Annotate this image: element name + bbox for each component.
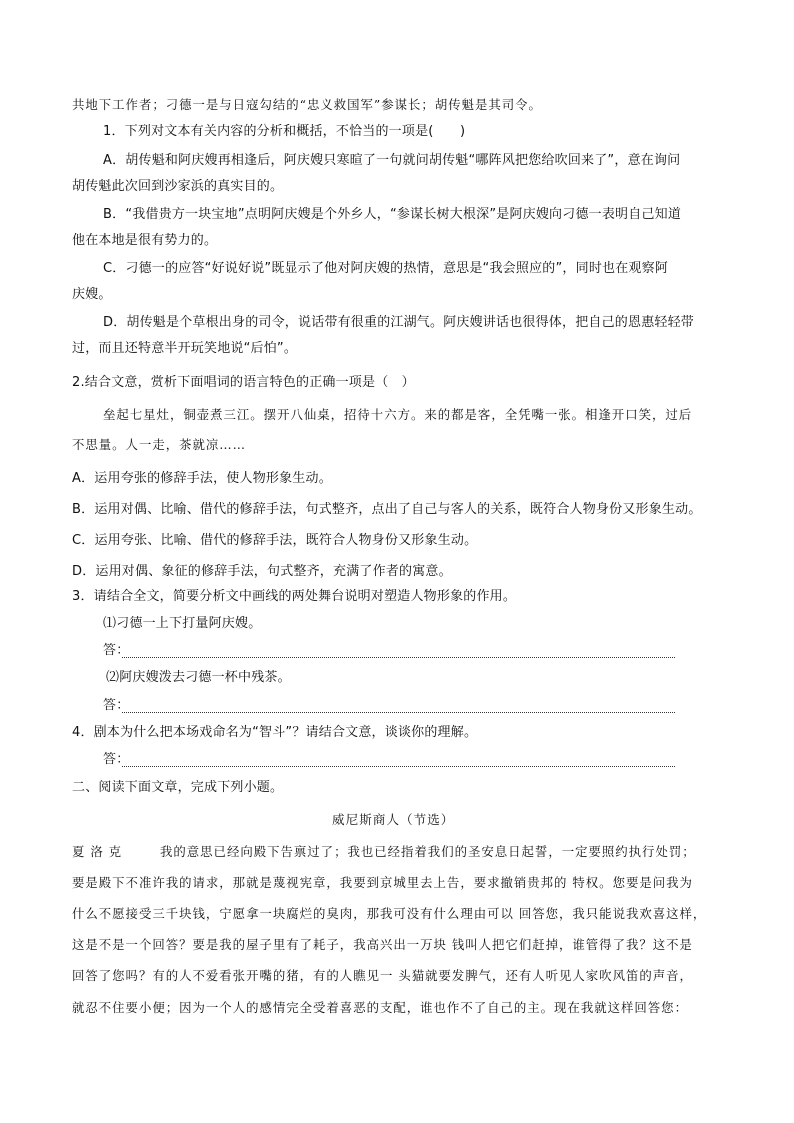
section2-heading: 二、阅读下面文章，完成下列小题。	[72, 780, 284, 795]
q3-stem: 3．请结合全文，简要分析文中画线的两处舞台说明对塑造人物形象的作用。	[72, 589, 517, 604]
q3-sub1: ⑴刁德一上下打量阿庆嫂。	[103, 616, 262, 631]
q2-quote-line2: 不思量。人一走，茶就凉……	[72, 437, 247, 452]
q1-option-d-line1[interactable]: D．胡传魁是个草根出身的司令，说话带有很重的江湖气。阿庆嫂讲话也很得体，把自己的恩惠轻轻带	[103, 315, 695, 330]
passage-line-6: 就忍不住要小便；因为一个人的感情完全受着喜恶的支配，谁也作不了自己的主。现在我就这样回答您：	[72, 1000, 688, 1015]
q2-option-b[interactable]: B．运用对偶、比喻、借代的修辞手法，句式整齐，点出了自己与客人的关系，既符合人物身份又形象生动。	[72, 502, 702, 517]
q2-stem: 2.结合文意，赏析下面唱词的语言特色的正确一项是（ ）	[72, 375, 415, 390]
q2-option-a[interactable]: A．运用夸张的修辞手法，使人物形象生动。	[72, 471, 332, 486]
q1-option-d-line2: 过，而且还特意半开玩笑地说“后怕”。	[72, 341, 298, 356]
q2-option-c[interactable]: C．运用夸张、比喻、借代的修辞手法，既符合人物身份又形象生动。	[72, 533, 478, 548]
passage-line-2: 要是殿下不准许我的请求，那就是蔑视宪章，我要到京城里去上告，要求撤销贵邦的 特权。您要是问我为	[72, 875, 693, 890]
q3-sub2: ⑵阿庆嫂泼去刁德一杯中残茶。	[106, 670, 291, 685]
q1-option-a-line1[interactable]: A．胡传魁和阿庆嫂再相逢后，阿庆嫂只寒暄了一句就问胡传魁“哪阵风把您给吹回来了”，意在询问	[103, 153, 681, 168]
passage-line-1: 我的意思已经向殿下告禀过了；我也已经指着我们的圣安息日起誓，一定要照约执行处罚；	[160, 844, 696, 859]
q1-option-c-line2: 庆嫂。	[72, 287, 112, 302]
passage-title: 威尼斯商人（节选）	[332, 812, 455, 827]
q4-answer-label: 答：	[103, 752, 130, 767]
q1-stem: 1．下列对文本有关内容的分析和概括，不恰当的一项是( )	[103, 124, 466, 139]
q3-answer1-line[interactable]	[122, 657, 675, 658]
intro-line: 共地下工作者；刁德一是与日寇勾结的“忠义救国军”参谋长；胡传魁是其司令。	[72, 97, 542, 112]
passage-line-3: 什么不愿接受三千块钱，宁愿拿一块腐烂的臭肉，那我可没有什么理由可以 回答您，我只能说我欢喜这样，	[72, 906, 707, 921]
q2-quote-line1: 垒起七星灶，铜壶煮三江。摆开八仙桌，招待十六方。来的都是客，全凭嘴一张。相逢开口笑，过后	[103, 407, 693, 422]
q3-answer1-label: 答：	[103, 643, 130, 658]
q4-answer-line[interactable]	[122, 766, 675, 767]
speaker-name: 夏 洛 克	[72, 844, 123, 859]
passage-line-5: 回答了您吗？有的人不爱看张开嘴的猪，有的人瞧见一 头猫就要发脾气，还有人听见人家吹风笛的声音，	[72, 968, 693, 983]
q4-stem: 4．剧本为什么把本场戏命名为“智斗”？请结合文意，谈谈你的理解。	[72, 725, 478, 740]
q3-answer2-label: 答：	[103, 698, 130, 713]
q1-option-b-line1[interactable]: B．“我借贵方一块宝地”点明阿庆嫂是个外乡人，“参谋长树大根深”是阿庆嫂向刁德一表明自己知道	[103, 207, 682, 222]
q1-option-a-line2: 胡传魁此次回到沙家浜的真实目的。	[72, 179, 284, 194]
q1-option-c-line1[interactable]: C．刁德一的应答“好说好说”既显示了他对阿庆嫂的热情，意思是“我会照应的”，同时也在观察阿	[103, 261, 669, 276]
q2-option-d[interactable]: D．运用对偶、象征的修辞手法，句式整齐，充满了作者的寓意。	[72, 564, 452, 579]
q3-answer2-line[interactable]	[122, 712, 675, 713]
passage-line-4: 这是不是一个回答？要是我的屋子里有了耗子，我高兴出一万块 钱叫人把它们赶掉，谁管得了我？这不是	[72, 937, 693, 952]
q1-option-b-line2: 他在本地是很有势力的。	[72, 233, 218, 248]
